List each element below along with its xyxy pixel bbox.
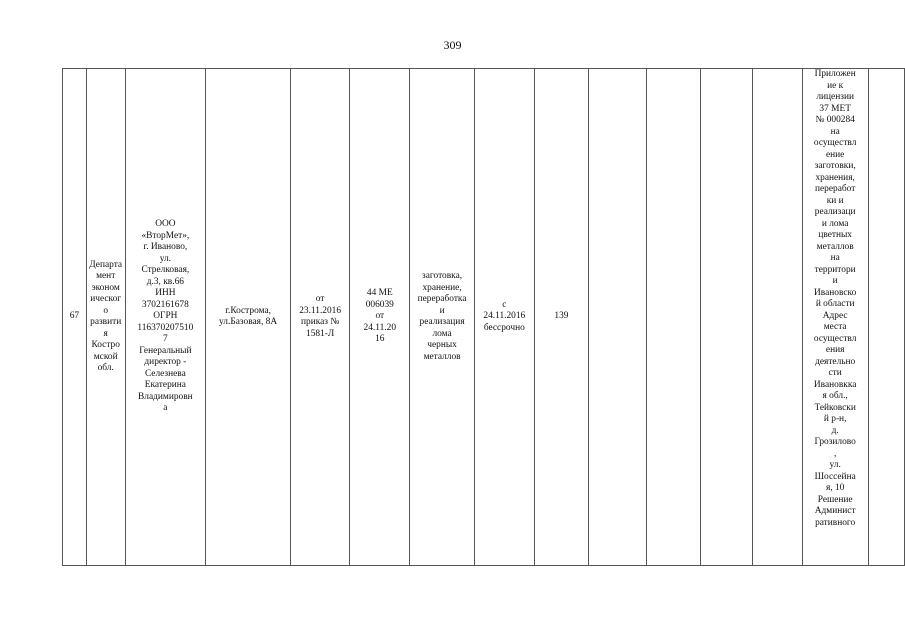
registry-table xyxy=(62,68,905,566)
validity-cell: с 24.11.2016 бессрочно xyxy=(474,69,534,566)
empty-cell xyxy=(589,69,647,566)
order-cell: от 23.11.2016 приказ № 1581-Л xyxy=(291,69,350,566)
notes-cell: Приложен ие к лицензии 37 МЕТ № 000284 на осуществл ение заготовки, хранения, переработ ки и реализаци и лома цветных металлов на территори и Ивановско й области Адрес места осуществл ения деятельно сти Ивановкка я обл., Тейковски й р-н, д. Грозилово , ул. Шоссейна я, 10 Решение Админист ративного xyxy=(802,69,868,566)
reg-number-cell: 139 xyxy=(534,69,588,566)
page-number: 309 xyxy=(443,38,462,52)
row-index-cell: 67 xyxy=(63,69,87,566)
table-row xyxy=(63,69,905,566)
activity-cell: заготовка, хранение, переработка и реализация лома черных металлов xyxy=(410,69,475,566)
empty-cell xyxy=(700,69,752,566)
empty-cell xyxy=(752,69,802,566)
licensee-cell: ООО «ВторМет», г. Иваново, ул. Стрелковая, д.3, кв.66 ИНН 3702161678 ОГРН 116370207510 7 Генеральный директор - Селезнева Екатерина Владимировн а xyxy=(125,69,206,566)
empty-cell xyxy=(646,69,700,566)
authority-cell: Департа мент эконом ическог о развити я Костро мской обл. xyxy=(86,69,125,566)
location-cell: г.Кострома, ул.Базовая, 8А xyxy=(206,69,291,566)
empty-cell xyxy=(868,69,904,566)
license-number-cell: 44 МЕ 006039 от 24.11.20 16 xyxy=(350,69,410,566)
